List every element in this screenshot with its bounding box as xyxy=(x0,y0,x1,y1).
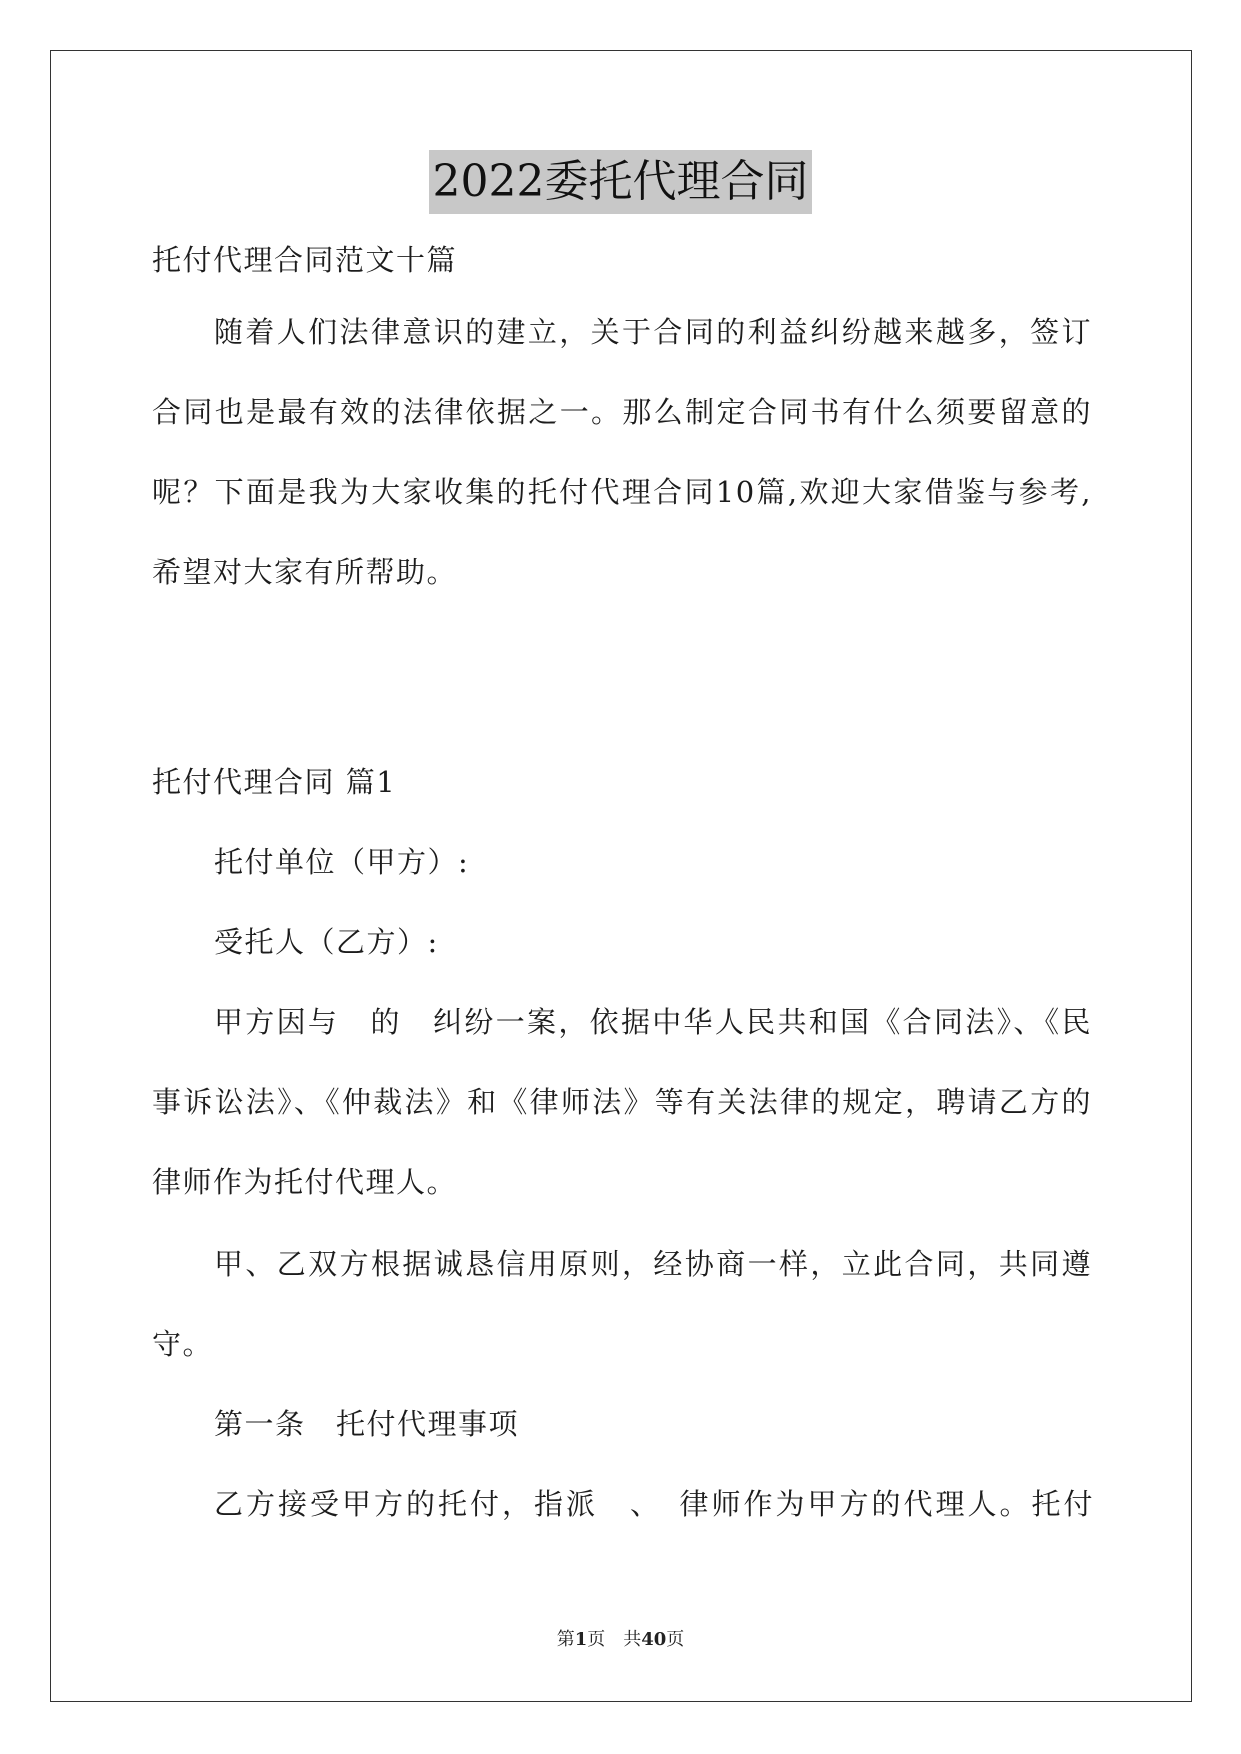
intro-line-2: 合同也是最有效的法律依据之一。那么制定合同书有什么须要留意的 xyxy=(152,395,1092,429)
footer-suffix: 页 xyxy=(666,1629,685,1650)
section-heading xyxy=(152,762,1092,842)
agreement-paragraph xyxy=(152,1244,1092,1404)
document-subtitle xyxy=(152,240,1092,320)
article-one-line-1: 乙方接受甲方的托付，指派 、 律师作为甲方的代理人。托付 xyxy=(214,1487,1094,1521)
footer-mid: 页 共 xyxy=(587,1629,642,1650)
party-a-text: 托付单位（甲方）: xyxy=(214,845,470,879)
party-a-line xyxy=(214,842,1094,922)
clause-line-3: 律师作为托付代理人。 xyxy=(152,1165,458,1199)
clause-paragraph xyxy=(152,1002,1092,1242)
footer-prefix: 第 xyxy=(556,1629,575,1650)
agreement-line-1: 甲、乙双方根据诚恳信用原则，经协商一样，立此合同，共同遵 xyxy=(214,1247,1092,1281)
intro-line-4: 希望对大家有所帮助。 xyxy=(152,555,458,589)
title-container xyxy=(0,150,1241,214)
article-one-heading xyxy=(214,1404,1094,1484)
footer-page-number: 1 xyxy=(574,1629,588,1650)
document-title: 2022委托代理合同 xyxy=(429,150,813,214)
article-one-paragraph xyxy=(214,1484,1094,1564)
footer-total-pages: 40 xyxy=(641,1629,667,1650)
intro-paragraph xyxy=(152,312,1092,632)
page-footer xyxy=(0,1625,1241,1651)
article-one-heading-text: 第一条 托付代理事项 xyxy=(214,1407,520,1441)
subtitle-text: 托付代理合同范文十篇 xyxy=(152,243,458,277)
section-heading-text: 托付代理合同 篇1 xyxy=(152,765,397,799)
agreement-line-2: 守。 xyxy=(152,1327,214,1361)
clause-line-1: 甲方因与 的 纠纷一案，依据中华人民共和国《合同法》、《民 xyxy=(214,1005,1092,1039)
party-b-text: 受托人（乙方）: xyxy=(214,925,439,959)
clause-line-2: 事诉讼法》、《仲裁法》和《律师法》等有关法律的规定，聘请乙方的 xyxy=(152,1085,1092,1119)
party-b-line xyxy=(214,922,1094,1002)
intro-line-1: 随着人们法律意识的建立，关于合同的利益纠纷越来越多，签订 xyxy=(214,315,1092,349)
intro-line-3: 呢？下面是我为大家收集的托付代理合同10篇,欢迎大家借鉴与参考, xyxy=(152,475,1092,509)
